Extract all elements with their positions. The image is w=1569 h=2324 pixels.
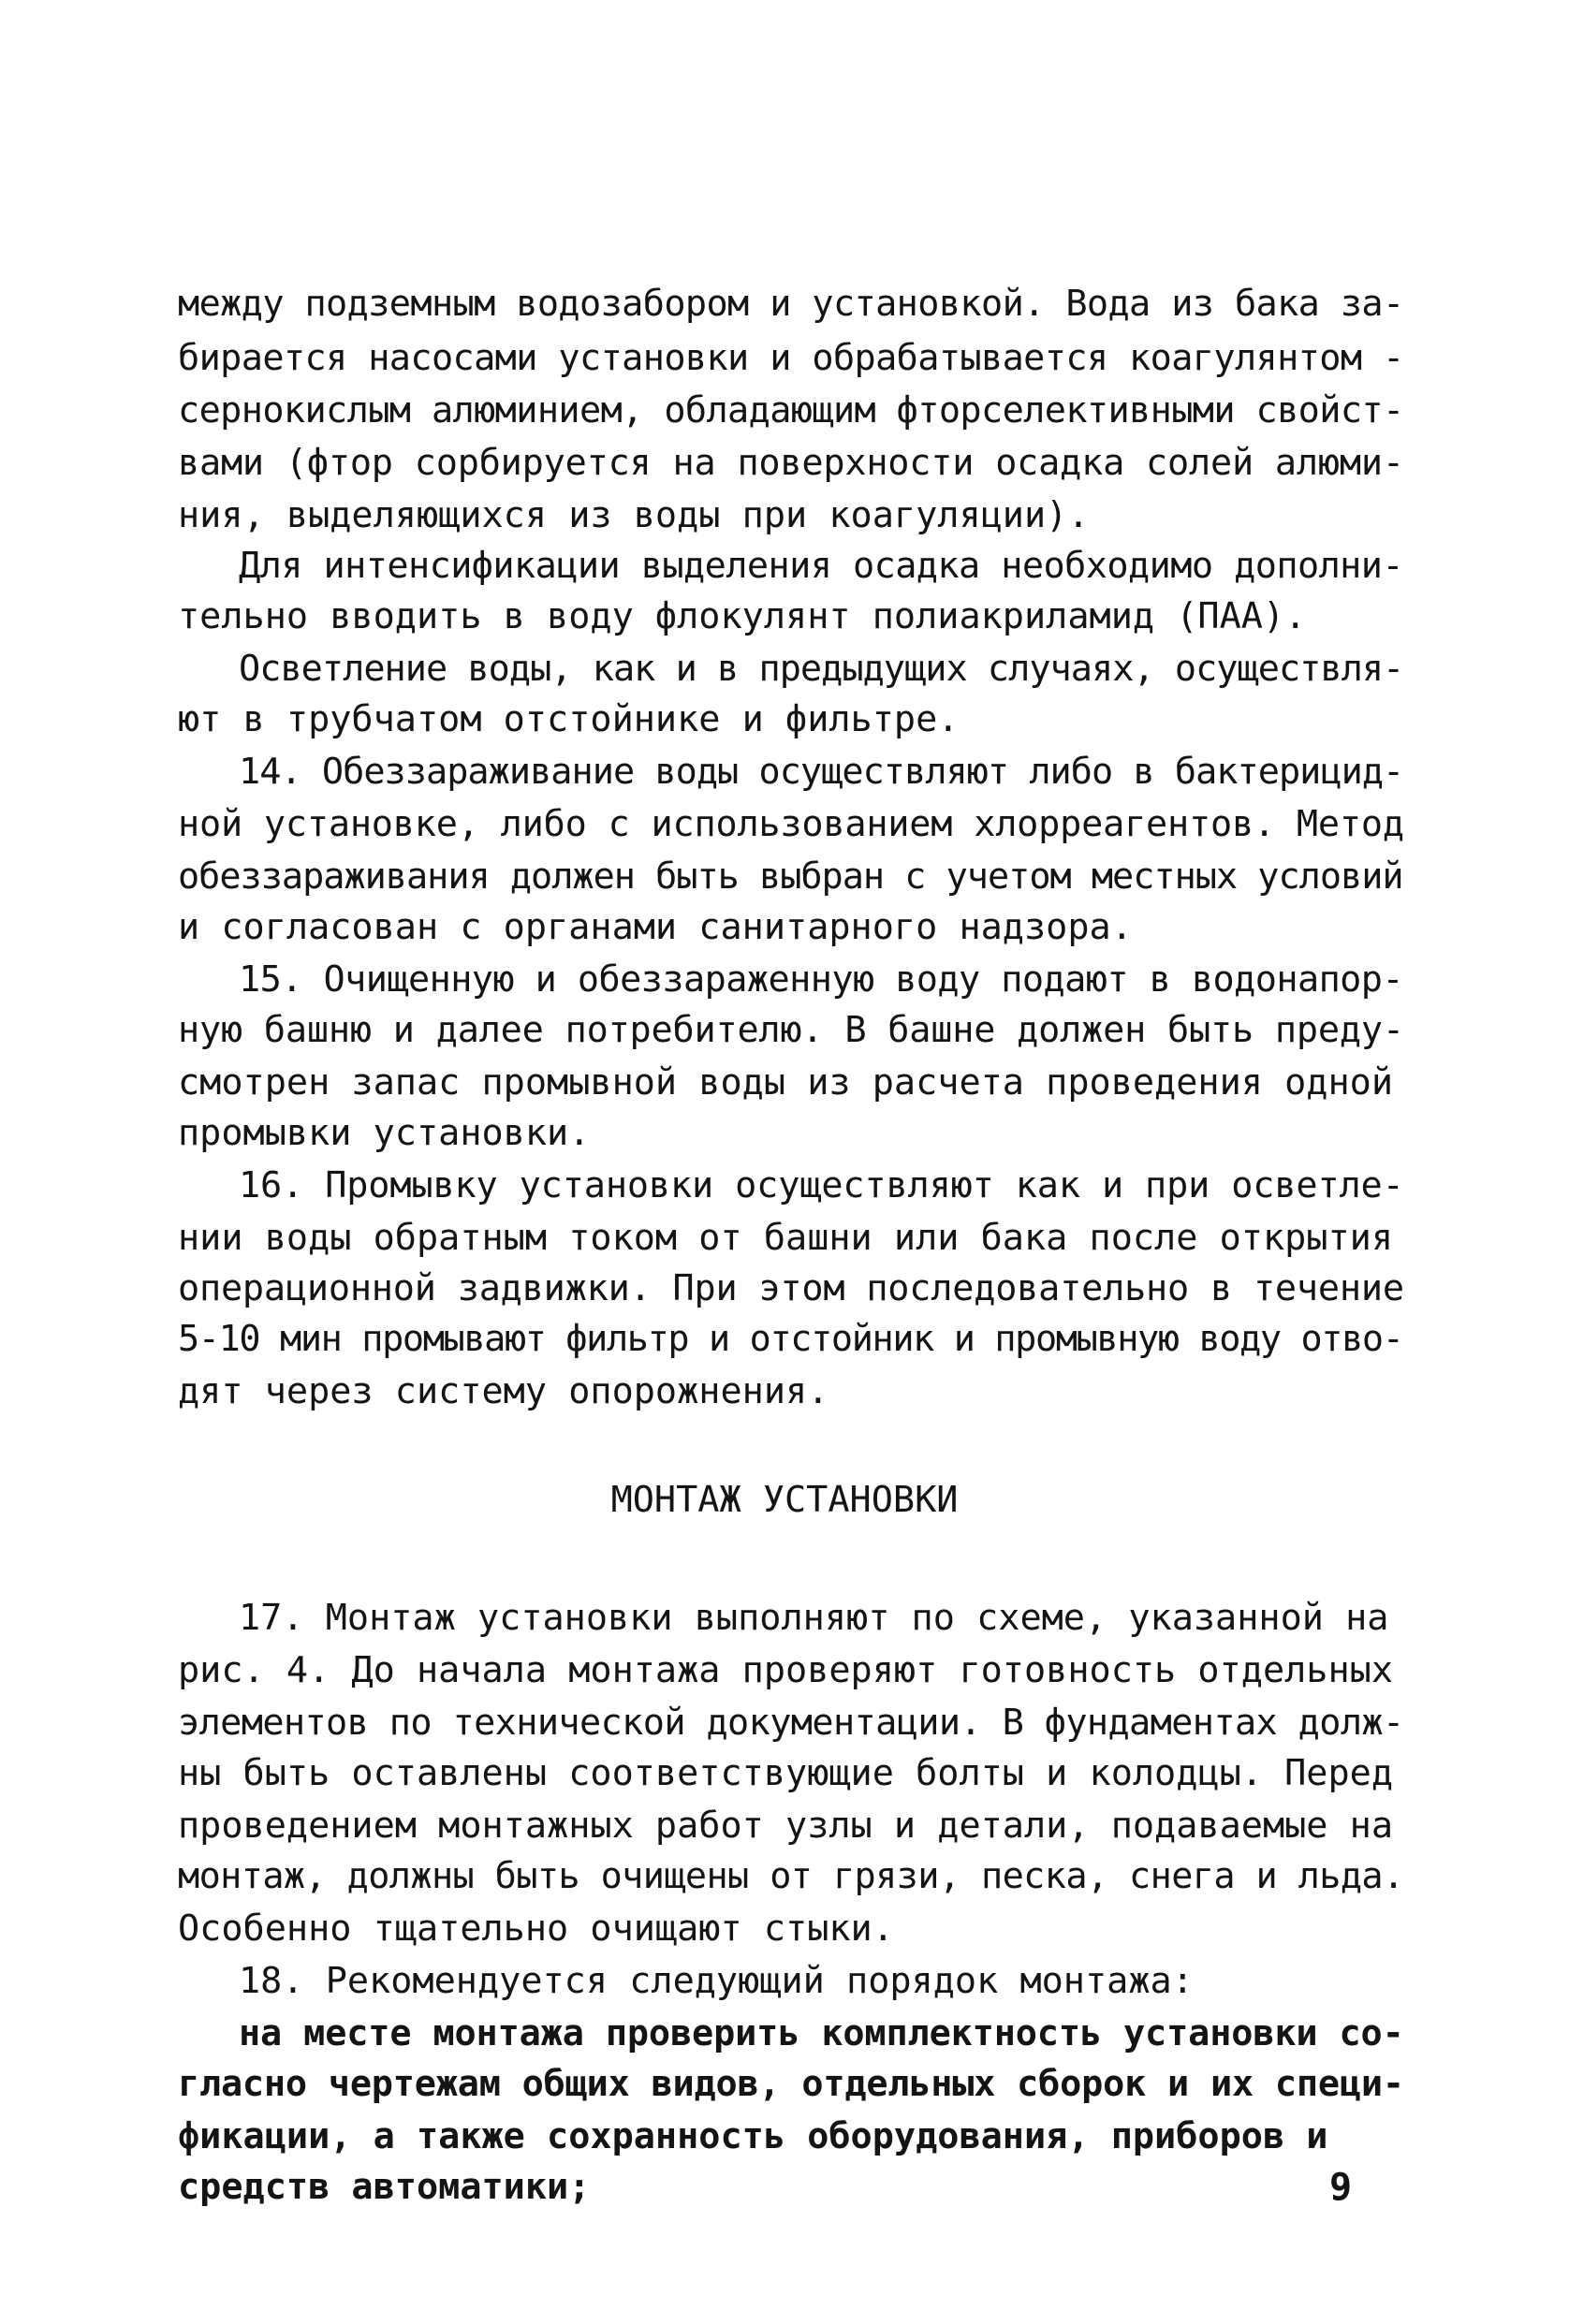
- text-line: Особенно тщательно очищают стыки.: [178, 1907, 894, 1950]
- text-line: 16. Промывку установки осуществляют как и при осветле-: [239, 1164, 1404, 1206]
- text-line: нии воды обратным током от башни или бака после открытия: [178, 1217, 1394, 1259]
- text-line: ны быть оставлены соответствующие болты и колодцы. Перед: [178, 1752, 1394, 1794]
- section-heading: МОНТАЖ УСТАНОВКИ: [610, 1479, 959, 1521]
- text-line: на месте монтажа проверить комплектность установки со-: [239, 2012, 1404, 2054]
- text-line: между подземным водозабором и установкой. Вода из бака за-: [178, 283, 1404, 325]
- text-line: элементов по технической документации. В фундаментах долж-: [178, 1702, 1404, 1744]
- text-line: средств автоматики;: [178, 2166, 591, 2208]
- text-line: монтаж, должны быть очищены от грязи, песка, снега и льда.: [178, 1855, 1404, 1897]
- text-line: операционной задвижки. При этом последовательно в течение: [178, 1267, 1404, 1309]
- text-line: и согласован с органами санитарного надзора.: [178, 906, 1133, 948]
- text-line: проведением монтажных работ узлы и детали, подаваемые на: [178, 1805, 1394, 1847]
- text-line: дят через систему опорожнения.: [178, 1370, 829, 1412]
- text-line: 15. Очищенную и обеззараженную воду подают в водонапор-: [239, 958, 1404, 1001]
- text-line: 14. Обеззараживание воды осуществляют либо в бактерицид-: [239, 751, 1404, 793]
- text-line: ную башню и далее потребителю. В башне должен быть преду-: [178, 1009, 1404, 1051]
- text-line: бирается насосами установки и обрабатывается коагулянтом -: [178, 337, 1404, 379]
- text-line: сернокислым алюминием, обладающим фторселективными свойст-: [178, 389, 1404, 431]
- text-line: вами (фтор сорбируется на поверхности осадка солей алюми-: [178, 442, 1404, 484]
- text-line: тельно вводить в воду флокулянт полиакриламид (ПАА).: [178, 595, 1307, 637]
- text-line: промывки установки.: [178, 1112, 591, 1154]
- text-line: фикации, а также сохранность оборудования, приборов и: [178, 2115, 1328, 2157]
- text-line: ния, выделяющихся из воды при коагуляции).: [178, 494, 1090, 536]
- text-line: ют в трубчатом отстойнике и фильтре.: [178, 698, 960, 740]
- text-line: гласно чертежам общих видов, отдельных сборок и их специ-: [178, 2063, 1404, 2105]
- text-line: Для интенсификации выделения осадка необходимо дополни-: [239, 545, 1404, 587]
- text-line: обеззараживания должен быть выбран с учетом местных условий: [178, 855, 1403, 898]
- text-line: рис. 4. До начала монтажа проверяют готовность отдельных: [178, 1649, 1394, 1691]
- text-line: 17. Монтаж установки выполняют по схеме, указанной на: [239, 1597, 1389, 1639]
- text-line: 18. Рекомендуется следующий порядок монтажа:: [239, 1960, 1194, 2002]
- text-line: ной установке, либо с использованием хлорреагентов. Метод: [178, 803, 1404, 845]
- text-line: 5-10 мин промывают фильтр и отстойник и промывную воду отво-: [178, 1318, 1403, 1360]
- page-number: 9: [1329, 2166, 1353, 2209]
- text-line: Осветление воды, как и в предыдущих случаях, осуществля-: [239, 648, 1404, 690]
- text-line: смотрен запас промывной воды из расчета проведения одной: [178, 1061, 1394, 1104]
